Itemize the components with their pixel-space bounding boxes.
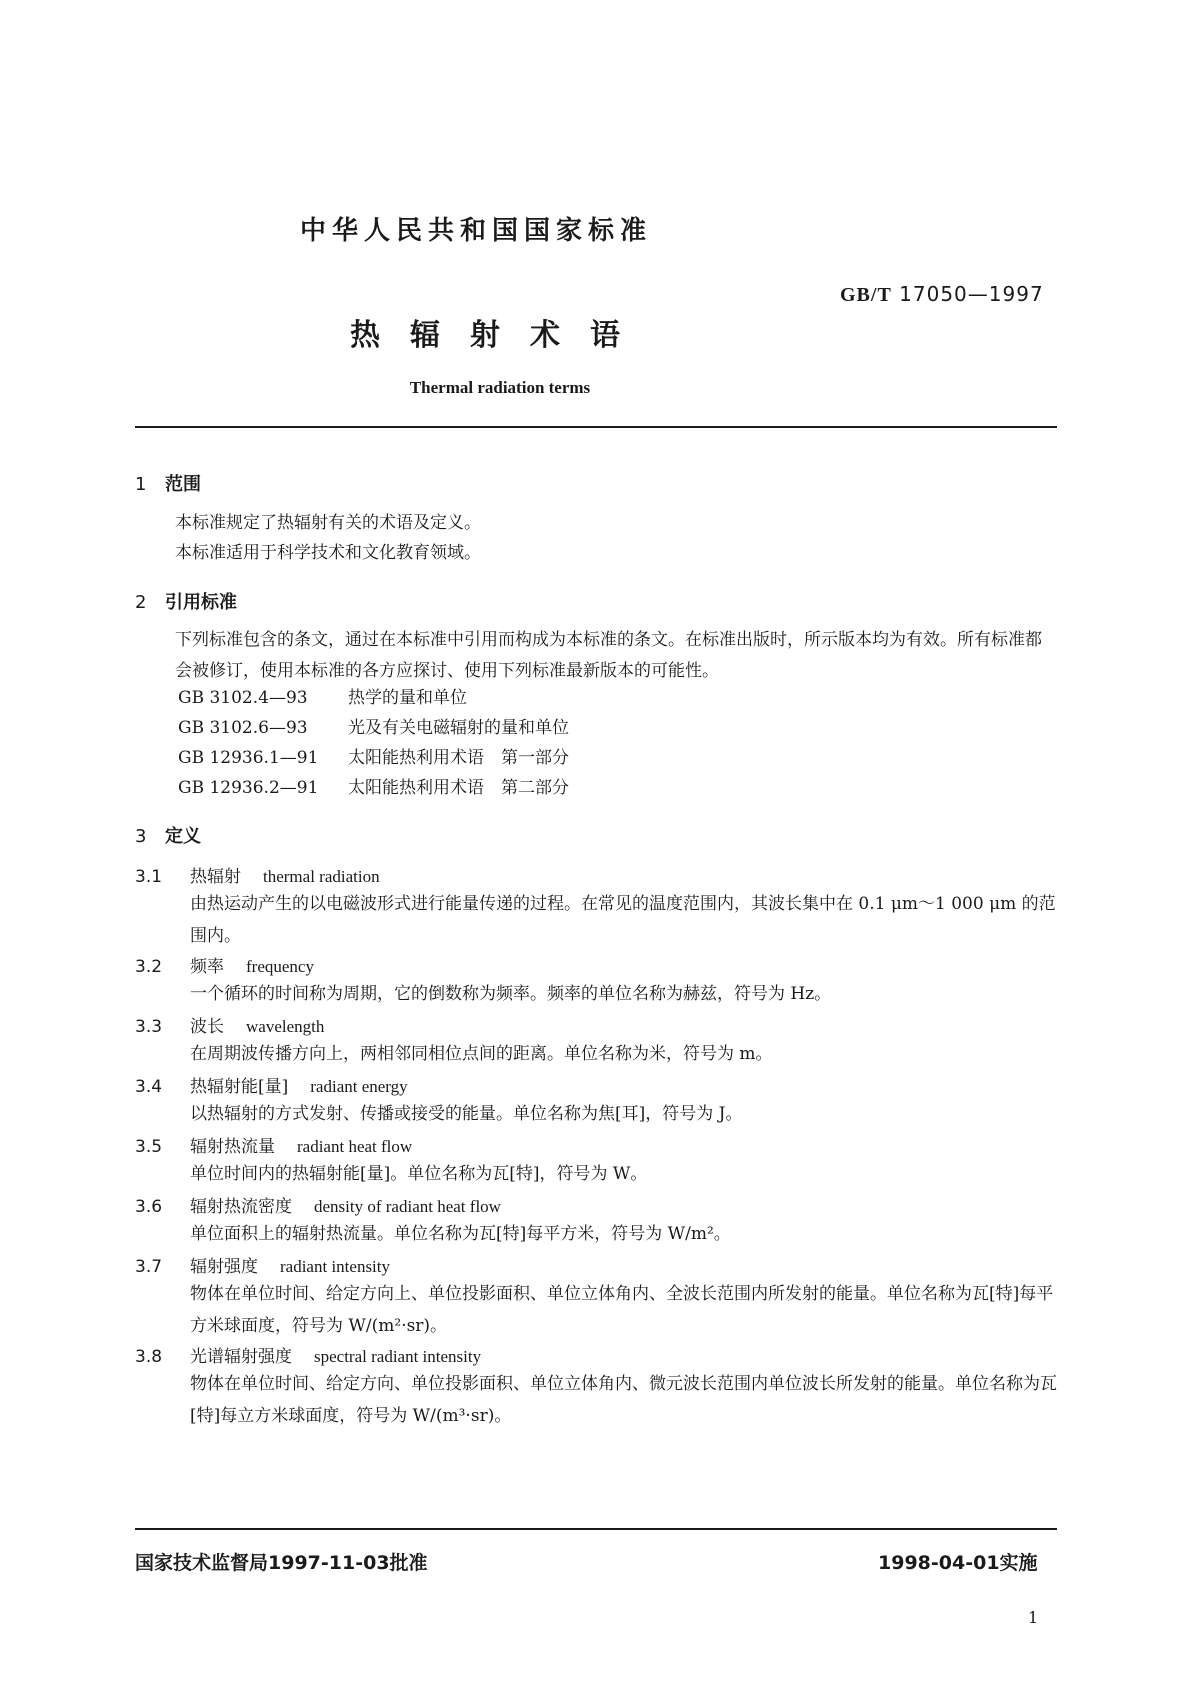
definition-term-zh: 辐射强度 <box>190 1257 258 1277</box>
reference-name: 太阳能热利用术语 第二部分 <box>348 778 569 798</box>
definition-term <box>135 1192 501 1217</box>
definition-term-zh: 热辐射 <box>190 867 241 887</box>
definition-term <box>135 1132 412 1157</box>
section-2-heading <box>135 588 237 614</box>
definition-number: 3.3 <box>135 1017 163 1037</box>
definition-number: 3.2 <box>135 957 163 977</box>
definition-term-en: radiant heat flow <box>297 1137 413 1156</box>
definition-number: 3.7 <box>135 1257 163 1277</box>
definition-term <box>135 952 314 977</box>
standard-code-prefix: GB/T <box>840 284 892 306</box>
reference-item <box>178 682 467 714</box>
definition-term <box>135 1012 324 1037</box>
definition-body: 单位时间内的热辐射能[量]。单位名称为瓦[特]，符号为 W。 <box>190 1164 648 1184</box>
section-1-paragraph: 本标准规定了热辐射有关的术语及定义。 <box>175 513 481 533</box>
definition-term <box>135 862 380 887</box>
header-rule <box>135 426 1057 428</box>
section-title: 引用标准 <box>165 592 237 613</box>
definition-body: 物体在单位时间、给定方向上、单位投影面积、单位立体角内、全波长范围内所发射的能量。单位名称为瓦[特]每平方米球面度，符号为 W/(m²·sr)。 <box>190 1284 1054 1336</box>
document-title: 热辐射术语 <box>350 318 650 353</box>
definition-term-en: spectral radiant intensity <box>314 1347 482 1366</box>
standard-code-number: 17050—1997 <box>899 282 1044 306</box>
footer-rule <box>135 1528 1057 1530</box>
definition-body: 一个循环的时间称为周期，它的倒数称为频率。频率的单位名称为赫兹，符号为 Hz。 <box>190 984 832 1004</box>
section-number: 1 <box>135 474 147 495</box>
section-1-paragraph: 本标准适用于科学技术和文化教育领域。 <box>175 543 481 563</box>
definition-term-zh: 光谱辐射强度 <box>190 1347 292 1367</box>
approval-line: 国家技术监督局1997-11-03批准 <box>135 1552 428 1574</box>
definition-term-zh: 波长 <box>190 1017 224 1037</box>
definition-term-zh: 频率 <box>190 957 224 977</box>
definition-term-en: thermal radiation <box>263 867 380 886</box>
section-3-heading <box>135 822 201 848</box>
reference-name: 光及有关电磁辐射的量和单位 <box>348 718 569 738</box>
definition-number: 3.1 <box>135 867 163 887</box>
page-number: 1 <box>1028 1608 1039 1627</box>
reference-code: GB 3102.6—93 <box>178 718 308 738</box>
definition-body: 物体在单位时间、给定方向、单位投影面积、单位立体角内、微元波长范围内单位波长所发射的能量。单位名称为瓦[特]每立方米球面度，符号为 W/(m³·sr)。 <box>190 1374 1057 1426</box>
section-number: 2 <box>135 592 147 613</box>
reference-code: GB 3102.4—93 <box>178 688 308 708</box>
section-number: 3 <box>135 826 147 847</box>
definition-number: 3.5 <box>135 1137 163 1157</box>
definition-number: 3.6 <box>135 1197 163 1217</box>
standard-code <box>840 282 1044 307</box>
section-title: 定义 <box>165 826 201 847</box>
definition-term-en: wavelength <box>246 1017 325 1036</box>
definition-body: 在周期波传播方向上，两相邻同相位点间的距离。单位名称为米，符号为 m。 <box>190 1044 773 1064</box>
definition-term <box>135 1072 408 1097</box>
definition-term-zh: 热辐射能[量] <box>190 1077 289 1097</box>
document-subtitle: Thermal radiation terms <box>409 378 591 397</box>
definition-term-en: radiant intensity <box>280 1257 391 1276</box>
national-standard-heading: 中华人民共和国国家标准 <box>300 216 653 246</box>
reference-code: GB 12936.1—91 <box>178 748 319 768</box>
definition-number: 3.8 <box>135 1347 163 1367</box>
reference-item <box>178 772 569 804</box>
definition-term-zh: 辐射热流密度 <box>190 1197 292 1217</box>
definition-term <box>135 1342 481 1367</box>
definition-term-en: frequency <box>246 957 314 976</box>
definition-term-en: density of radiant heat flow <box>314 1197 501 1216</box>
reference-item <box>178 712 569 744</box>
definition-body: 单位面积上的辐射热流量。单位名称为瓦[特]每平方米，符号为 W/m²。 <box>190 1224 731 1244</box>
definition-body: 由热运动产生的以电磁波形式进行能量传递的过程。在常见的温度范围内，其波长集中在 0.1 μm～1 000 μm 的范围内。 <box>190 894 1056 946</box>
reference-code: GB 12936.2—91 <box>178 778 319 798</box>
reference-name: 热学的量和单位 <box>348 688 467 708</box>
effective-date: 1998-04-01实施 <box>878 1552 1038 1574</box>
definition-body: 以热辐射的方式发射、传播或接受的能量。单位名称为焦[耳]，符号为 J。 <box>190 1104 743 1124</box>
section-title: 范围 <box>165 474 201 495</box>
definition-term-en: radiant energy <box>310 1077 408 1096</box>
section-2-intro: 下列标准包含的条文，通过在本标准中引用而构成为本标准的条文。在标准出版时，所示版本均为有效。所有标准都会被修订，使用本标准的各方应探讨、使用下列标准最新版本的可能性。 <box>175 630 1042 681</box>
section-1-heading <box>135 470 201 496</box>
definition-number: 3.4 <box>135 1077 163 1097</box>
reference-name: 太阳能热利用术语 第一部分 <box>348 748 569 768</box>
definition-term <box>135 1252 390 1277</box>
reference-item <box>178 742 569 774</box>
definition-term-zh: 辐射热流量 <box>190 1137 275 1157</box>
